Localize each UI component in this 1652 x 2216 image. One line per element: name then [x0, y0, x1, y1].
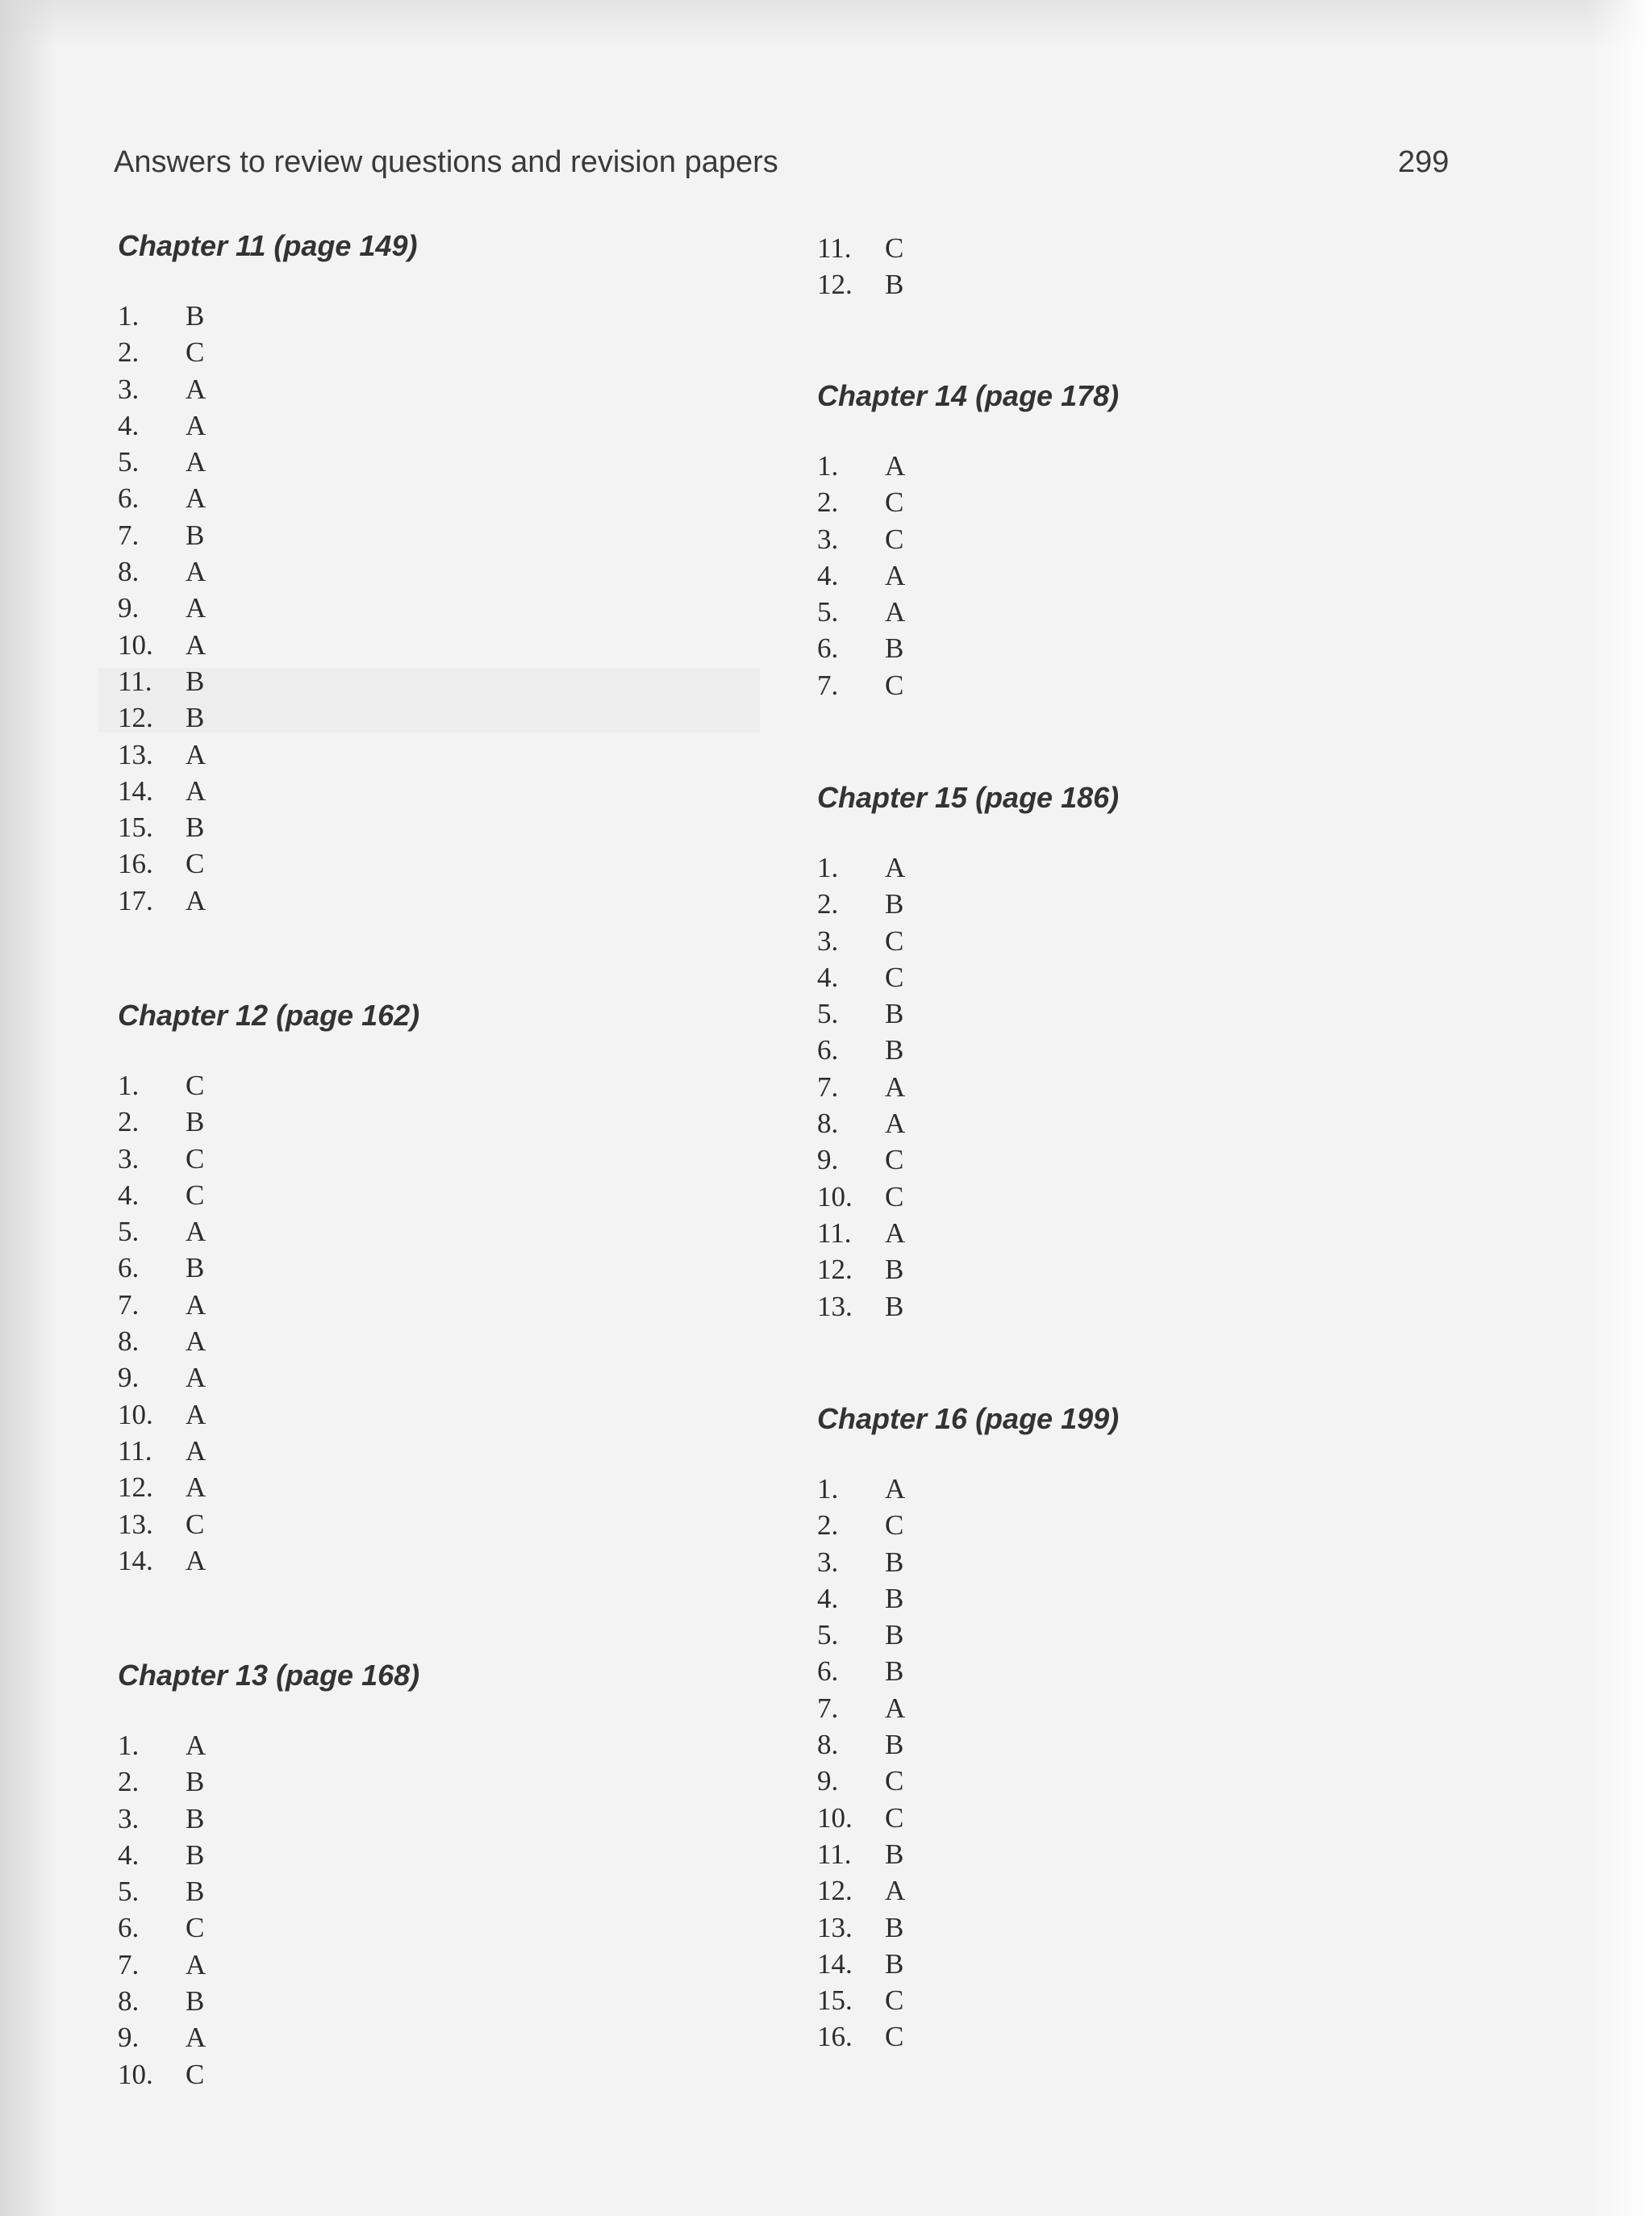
answer-letter: C [885, 1144, 904, 1176]
question-number: 17. [118, 884, 153, 916]
answer-list [118, 1727, 419, 2093]
page-gutter-shadow [0, 0, 56, 2216]
question-number: 7. [118, 1288, 140, 1321]
chapter-heading: Chapter 16 (page 199) [817, 1402, 1120, 1435]
answer-letter: B [885, 888, 904, 920]
answer-row [118, 2056, 419, 2093]
answer-letter: B [885, 1655, 904, 1688]
answer-row [118, 1542, 419, 1579]
answer-letter: B [186, 665, 205, 697]
answer-letter: A [186, 774, 206, 807]
question-number: 15. [817, 1984, 853, 2017]
answer-row [118, 1763, 419, 1800]
question-number: 6. [118, 1252, 140, 1284]
answer-row [118, 1727, 419, 1763]
answer-letter: C [186, 1179, 205, 1211]
answer-letter: B [186, 1106, 205, 1138]
answer-row [817, 1215, 1119, 1251]
question-number: 3. [118, 1142, 140, 1175]
answer-letter: A [186, 1362, 206, 1394]
answer-letter: A [885, 559, 906, 591]
answer-letter: B [885, 1034, 904, 1066]
answer-list [817, 448, 1119, 703]
answer-row [817, 849, 1119, 886]
answer-letter: A [885, 1217, 906, 1249]
answer-letter: C [885, 1765, 904, 1797]
question-number: 9. [817, 1765, 839, 1797]
answer-row [118, 845, 417, 882]
answer-row [118, 773, 417, 809]
question-number: 7. [817, 1070, 839, 1103]
answer-row [118, 444, 417, 480]
answer-letter: A [186, 1398, 206, 1430]
answer-row [118, 1801, 419, 1837]
answer-letter: A [186, 556, 206, 588]
answer-row [118, 1323, 419, 1359]
question-number: 5. [817, 596, 839, 628]
question-number: 13. [817, 1911, 853, 1943]
answer-row [817, 667, 1119, 703]
answer-row [817, 1507, 1119, 1543]
answer-row [817, 1982, 1119, 2018]
answer-letter: B [885, 1582, 904, 1614]
answer-row [817, 1251, 1119, 1287]
question-number: 5. [118, 1876, 140, 1908]
answer-row [817, 886, 1119, 922]
question-number: 8. [118, 556, 140, 588]
answer-row [817, 1946, 1119, 1982]
answer-letter: A [186, 1471, 206, 1504]
answer-list [118, 1067, 419, 1579]
question-number: 7. [118, 1948, 140, 1980]
answer-letter: B [885, 1911, 904, 1943]
answer-letter: C [885, 232, 904, 264]
answer-letter: B [885, 632, 904, 665]
question-number: 11. [817, 1217, 852, 1249]
answer-letter: A [186, 628, 206, 661]
chapter-16-section [817, 1399, 1119, 2055]
question-number: 1. [118, 1730, 140, 1761]
answer-row [817, 2018, 1119, 2055]
answer-row [817, 1069, 1119, 1105]
answer-letter: B [885, 1254, 904, 1286]
answer-letter: C [885, 523, 904, 555]
answer-row [118, 1104, 419, 1140]
answer-letter: A [186, 1288, 206, 1321]
answer-row [118, 1909, 419, 1946]
question-number: 9. [118, 2022, 140, 2054]
question-number: 2. [817, 486, 839, 519]
answer-row [817, 266, 903, 303]
question-number: 8. [118, 1325, 140, 1358]
answer-row [817, 1800, 1119, 1836]
question-number: 15. [118, 812, 153, 844]
answer-row [817, 1141, 1119, 1178]
answer-row [118, 1433, 419, 1469]
question-number: 4. [118, 1838, 140, 1871]
question-number: 2. [817, 1509, 839, 1542]
answer-row [817, 1763, 1119, 1799]
chapter-13-continued [817, 230, 903, 303]
question-number: 5. [118, 1216, 140, 1248]
answer-letter: B [186, 1838, 205, 1871]
answer-row [118, 480, 417, 516]
answer-row [118, 407, 417, 444]
answer-letter: A [186, 482, 206, 515]
answer-row [817, 1617, 1119, 1653]
answer-row [817, 1288, 1119, 1325]
answer-letter: C [186, 1070, 205, 1101]
question-number: 6. [118, 482, 140, 515]
question-number: 14. [118, 774, 153, 807]
answer-letter: B [186, 1802, 205, 1834]
answer-letter: A [885, 852, 906, 883]
question-number: 5. [118, 446, 140, 478]
question-number: 1. [118, 300, 140, 332]
answer-row [817, 1179, 1119, 1215]
answer-letter: B [885, 998, 904, 1030]
answer-letter: C [186, 848, 205, 880]
question-number: 11. [817, 1838, 852, 1870]
answer-row [817, 630, 1119, 666]
answer-letter: C [885, 2021, 904, 2053]
chapter-12-section [118, 995, 419, 1579]
answer-letter: A [186, 373, 206, 405]
answer-letter: B [186, 812, 205, 844]
answer-row [118, 590, 417, 626]
chapter-heading: Chapter 14 (page 178) [817, 379, 1120, 412]
question-number: 14. [817, 1947, 853, 1980]
question-number: 4. [817, 1582, 839, 1614]
answer-letter: A [885, 450, 906, 482]
answer-letter: A [186, 1216, 206, 1248]
answer-row [118, 371, 417, 407]
page-edge-highlight [1587, 0, 1652, 2216]
question-number: 11. [817, 232, 852, 264]
question-number: 7. [118, 519, 140, 551]
answer-letter: C [885, 924, 904, 957]
answer-row [817, 1909, 1119, 1946]
answer-row [817, 1690, 1119, 1726]
answer-letter: A [186, 446, 206, 478]
answer-row [118, 1141, 419, 1177]
answer-letter: A [186, 1730, 206, 1761]
answer-row [118, 298, 417, 334]
answer-letter: C [885, 486, 904, 519]
answer-row [118, 1177, 419, 1213]
question-number: 4. [817, 559, 839, 591]
answer-row [817, 995, 1119, 1032]
answer-list [817, 849, 1119, 1325]
answer-letter: B [885, 1546, 904, 1578]
answer-letter: A [186, 884, 206, 916]
answer-row [118, 663, 417, 699]
question-number: 7. [817, 1692, 839, 1724]
answer-letter: A [186, 1544, 206, 1576]
question-number: 4. [118, 409, 140, 441]
answer-row [817, 1544, 1119, 1580]
question-number: 7. [817, 669, 839, 701]
answer-letter: B [186, 1766, 205, 1798]
answer-row [817, 1471, 1119, 1507]
answer-letter: A [186, 2022, 206, 2054]
answer-row [817, 594, 1119, 630]
answer-row [817, 484, 1119, 520]
page-number: 299 [1398, 145, 1450, 179]
answer-letter: A [186, 592, 206, 624]
answer-row [817, 1105, 1119, 1141]
answer-letter: B [186, 1985, 205, 2018]
answer-row [118, 1469, 419, 1505]
chapter-13-section [118, 1655, 419, 2093]
answer-list [817, 1471, 1119, 2055]
chapter-heading: Chapter 15 (page 186) [817, 781, 1120, 814]
answer-letter: C [885, 1801, 904, 1834]
answer-letter: A [885, 1692, 906, 1724]
answer-row [118, 737, 417, 773]
answer-letter: C [186, 1508, 205, 1540]
question-number: 5. [817, 998, 839, 1030]
answer-row [118, 699, 417, 736]
answer-letter: A [186, 1325, 206, 1358]
answer-letter: B [885, 1947, 904, 1980]
answer-letter: B [885, 1290, 904, 1322]
question-number: 8. [118, 1985, 140, 2018]
answer-row [118, 2019, 419, 2055]
answer-row [817, 1653, 1119, 1689]
answer-row [817, 923, 1119, 959]
answer-row [817, 959, 1119, 995]
chapter-14-section [817, 376, 1119, 703]
answer-row [118, 1213, 419, 1250]
answer-row [817, 1032, 1119, 1068]
answer-letter: A [186, 1434, 206, 1467]
answer-letter: C [885, 1509, 904, 1542]
answer-letter: C [885, 961, 904, 993]
answer-row [118, 553, 417, 590]
question-number: 12. [118, 702, 153, 734]
answer-letter: C [885, 669, 904, 701]
question-number: 9. [118, 592, 140, 624]
answer-row [817, 230, 903, 266]
question-number: 10. [118, 628, 153, 661]
chapter-15-section [817, 778, 1119, 1325]
question-number: 2. [817, 888, 839, 920]
answer-row [118, 334, 417, 370]
answer-letter: C [885, 1984, 904, 2017]
question-number: 1. [118, 1070, 140, 1101]
answer-row [817, 557, 1119, 594]
question-number: 10. [118, 1398, 153, 1430]
answer-letter: A [885, 1108, 906, 1140]
question-number: 4. [118, 1179, 140, 1211]
question-number: 6. [817, 1034, 839, 1066]
answer-letter: B [186, 519, 205, 551]
question-number: 3. [118, 373, 140, 405]
answer-letter: A [186, 409, 206, 441]
chapter-heading: Chapter 12 (page 162) [118, 999, 420, 1032]
chapter-heading: Chapter 13 (page 168) [118, 1659, 420, 1692]
answer-letter: A [885, 1473, 906, 1504]
answer-letter: B [186, 300, 205, 332]
question-number: 12. [817, 269, 853, 301]
question-number: 12. [817, 1254, 853, 1286]
answer-letter: C [186, 336, 205, 369]
answer-letter: A [885, 1875, 906, 1907]
answer-row [118, 1947, 419, 1983]
answer-letter: B [885, 269, 904, 301]
question-number: 1. [817, 1473, 839, 1504]
answer-row [118, 809, 417, 845]
question-number: 13. [118, 1508, 153, 1540]
question-number: 12. [817, 1875, 853, 1907]
answer-row [118, 1837, 419, 1873]
answer-letter: A [186, 738, 206, 770]
answer-row [817, 1726, 1119, 1763]
answer-row [118, 1873, 419, 1909]
question-number: 6. [817, 1655, 839, 1688]
question-number: 4. [817, 961, 839, 993]
answer-row [118, 1287, 419, 1323]
answer-row [118, 1983, 419, 2019]
chapter-11-section [118, 226, 417, 919]
question-number: 11. [118, 665, 152, 697]
question-number: 16. [118, 848, 153, 880]
answer-letter: A [885, 596, 906, 628]
question-number: 10. [817, 1801, 853, 1834]
question-number: 3. [817, 523, 839, 555]
answer-letter: B [885, 1619, 904, 1651]
question-number: 3. [817, 1546, 839, 1578]
answer-row [118, 627, 417, 663]
running-header-title: Answers to review questions and revision papers [114, 145, 778, 179]
question-number: 2. [118, 1106, 140, 1138]
answer-row [817, 521, 1119, 557]
question-number: 8. [817, 1729, 839, 1761]
answer-letter: B [186, 1252, 205, 1284]
question-number: 1. [817, 852, 839, 883]
question-number: 6. [118, 1912, 140, 1944]
answer-letter: B [186, 702, 205, 734]
question-number: 6. [817, 632, 839, 665]
answer-letter: A [186, 1948, 206, 1980]
answer-letter: B [885, 1729, 904, 1761]
answer-letter: B [885, 1838, 904, 1870]
question-number: 10. [817, 1180, 853, 1212]
answer-list [817, 230, 903, 303]
answer-row [817, 1580, 1119, 1617]
answer-row [118, 1359, 419, 1396]
question-number: 14. [118, 1544, 153, 1576]
answer-letter: A [885, 1070, 906, 1103]
question-number: 11. [118, 1434, 152, 1467]
question-number: 10. [118, 2058, 153, 2090]
answer-row [118, 883, 417, 919]
answer-letter: C [186, 2058, 205, 2090]
question-number: 9. [817, 1144, 839, 1176]
answer-letter: C [186, 1912, 205, 1944]
question-number: 5. [817, 1619, 839, 1651]
question-number: 13. [118, 738, 153, 770]
answer-row [817, 1872, 1119, 1909]
answer-row [817, 1836, 1119, 1872]
answer-row [118, 1396, 419, 1433]
question-number: 2. [118, 336, 140, 369]
question-number: 3. [817, 924, 839, 957]
question-number: 2. [118, 1766, 140, 1798]
answer-row [118, 1506, 419, 1542]
answer-letter: C [885, 1180, 904, 1212]
answer-letter: C [186, 1142, 205, 1175]
question-number: 1. [817, 450, 839, 482]
answer-row [817, 448, 1119, 484]
page-top-shadow [0, 0, 1652, 48]
answer-row [118, 1250, 419, 1286]
question-number: 8. [817, 1108, 839, 1140]
chapter-heading: Chapter 11 (page 149) [118, 229, 418, 262]
answer-list [118, 298, 417, 919]
question-number: 16. [817, 2021, 853, 2053]
question-number: 3. [118, 1802, 140, 1834]
question-number: 9. [118, 1362, 140, 1394]
answer-row [118, 1067, 419, 1104]
question-number: 12. [118, 1471, 153, 1504]
answer-letter: B [186, 1876, 205, 1908]
answer-row [118, 517, 417, 553]
question-number: 13. [817, 1290, 853, 1322]
